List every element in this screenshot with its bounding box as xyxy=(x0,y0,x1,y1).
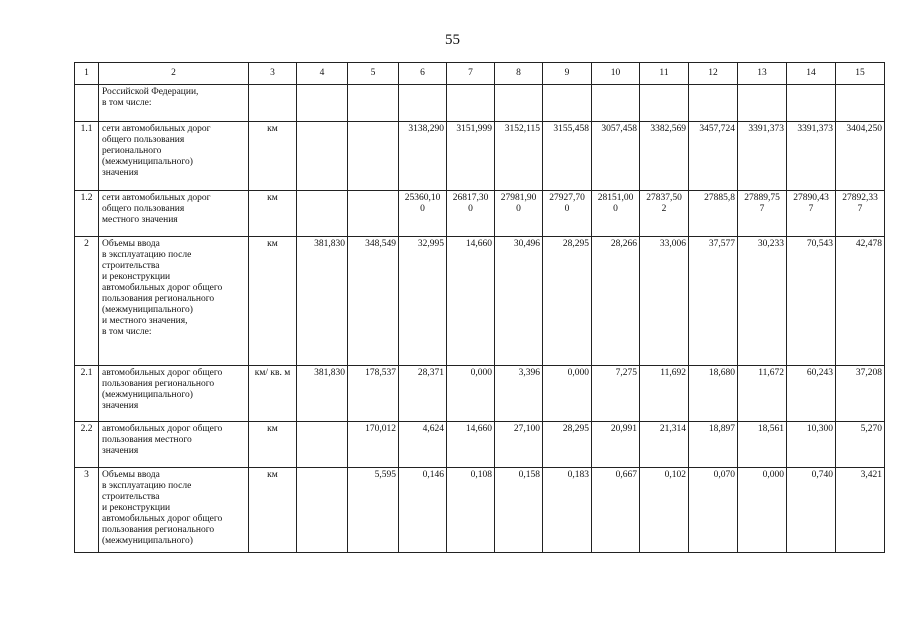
table-row xyxy=(75,422,885,468)
value-cell xyxy=(689,85,738,122)
value-cell: 0,000 xyxy=(738,468,787,553)
row-number-cell xyxy=(75,85,99,122)
header-cell: 11 xyxy=(640,63,689,85)
value-cell: 3,396 xyxy=(495,366,543,422)
table-row xyxy=(75,191,885,237)
value-cell: 70,543 xyxy=(787,237,836,366)
unit-cell: км xyxy=(249,422,297,468)
value-cell xyxy=(348,191,399,237)
indicator-name-cell: Объемы ввода в эксплуатацию после строительства и реконструкции автомобильных дорог общего пользования регионального (межмуниципального) xyxy=(99,468,249,553)
indicator-name-cell: сети автомобильных дорог общего пользования регионального (межмуниципального) значения xyxy=(99,122,249,191)
indicator-name-cell: сети автомобильных дорог общего пользования местного значения xyxy=(99,191,249,237)
value-cell: 0,146 xyxy=(399,468,447,553)
unit-cell: км/ кв. м xyxy=(249,366,297,422)
value-cell: 18,680 xyxy=(689,366,738,422)
row-number-cell: 2.1 xyxy=(75,366,99,422)
value-cell: 0,158 xyxy=(495,468,543,553)
value-cell: 3151,999 xyxy=(447,122,495,191)
value-cell xyxy=(495,85,543,122)
value-cell: 3057,458 xyxy=(592,122,640,191)
row-number-cell: 1.2 xyxy=(75,191,99,237)
unit-cell xyxy=(249,85,297,122)
value-cell: 3391,373 xyxy=(738,122,787,191)
value-cell: 170,012 xyxy=(348,422,399,468)
value-cell: 0,102 xyxy=(640,468,689,553)
value-cell xyxy=(592,85,640,122)
unit-cell: км xyxy=(249,122,297,191)
unit-cell: км xyxy=(249,468,297,553)
value-cell: 0,070 xyxy=(689,468,738,553)
value-cell: 3404,250 xyxy=(836,122,885,191)
value-cell xyxy=(399,85,447,122)
table-row xyxy=(75,366,885,422)
value-cell xyxy=(297,191,348,237)
table-row xyxy=(75,122,885,191)
value-cell: 3138,290 xyxy=(399,122,447,191)
value-cell: 3457,724 xyxy=(689,122,738,191)
value-cell: 33,006 xyxy=(640,237,689,366)
value-cell: 27889,75 7 xyxy=(738,191,787,237)
header-cell: 6 xyxy=(399,63,447,85)
value-cell: 32,995 xyxy=(399,237,447,366)
value-cell: 25360,10 0 xyxy=(399,191,447,237)
row-number-cell: 2 xyxy=(75,237,99,366)
header-row xyxy=(75,63,885,85)
indicators-table xyxy=(74,62,885,553)
row-number-cell: 2.2 xyxy=(75,422,99,468)
value-cell: 3391,373 xyxy=(787,122,836,191)
row-number-cell: 3 xyxy=(75,468,99,553)
value-cell: 20,991 xyxy=(592,422,640,468)
value-cell xyxy=(640,85,689,122)
value-cell: 28,295 xyxy=(543,422,592,468)
value-cell: 178,537 xyxy=(348,366,399,422)
header-cell: 12 xyxy=(689,63,738,85)
value-cell: 28151,00 0 xyxy=(592,191,640,237)
value-cell: 381,830 xyxy=(297,237,348,366)
value-cell: 27885,8 xyxy=(689,191,738,237)
value-cell: 3152,115 xyxy=(495,122,543,191)
value-cell xyxy=(738,85,787,122)
value-cell: 11,692 xyxy=(640,366,689,422)
value-cell: 0,183 xyxy=(543,468,592,553)
value-cell xyxy=(297,468,348,553)
value-cell: 28,371 xyxy=(399,366,447,422)
page-number: 55 xyxy=(445,32,460,48)
value-cell: 27890,43 7 xyxy=(787,191,836,237)
value-cell: 5,270 xyxy=(836,422,885,468)
value-cell: 7,275 xyxy=(592,366,640,422)
value-cell xyxy=(297,422,348,468)
header-cell: 7 xyxy=(447,63,495,85)
value-cell: 18,897 xyxy=(689,422,738,468)
header-cell: 15 xyxy=(836,63,885,85)
value-cell: 28,266 xyxy=(592,237,640,366)
value-cell: 27,100 xyxy=(495,422,543,468)
value-cell: 37,208 xyxy=(836,366,885,422)
value-cell: 42,478 xyxy=(836,237,885,366)
value-cell: 37,577 xyxy=(689,237,738,366)
value-cell xyxy=(348,122,399,191)
table-row xyxy=(75,468,885,553)
header-cell: 1 xyxy=(75,63,99,85)
unit-cell: км xyxy=(249,191,297,237)
value-cell: 3155,458 xyxy=(543,122,592,191)
value-cell: 27927,70 0 xyxy=(543,191,592,237)
value-cell: 14,660 xyxy=(447,422,495,468)
value-cell: 0,108 xyxy=(447,468,495,553)
value-cell: 0,000 xyxy=(543,366,592,422)
unit-cell: км xyxy=(249,237,297,366)
value-cell: 0,667 xyxy=(592,468,640,553)
value-cell: 60,243 xyxy=(787,366,836,422)
value-cell: 27837,50 2 xyxy=(640,191,689,237)
value-cell: 3,421 xyxy=(836,468,885,553)
value-cell: 381,830 xyxy=(297,366,348,422)
header-cell: 8 xyxy=(495,63,543,85)
value-cell: 4,624 xyxy=(399,422,447,468)
value-cell: 28,295 xyxy=(543,237,592,366)
value-cell: 18,561 xyxy=(738,422,787,468)
value-cell: 11,672 xyxy=(738,366,787,422)
row-number-cell: 1.1 xyxy=(75,122,99,191)
table-row xyxy=(75,85,885,122)
value-cell: 30,496 xyxy=(495,237,543,366)
value-cell: 348,549 xyxy=(348,237,399,366)
value-cell: 30,233 xyxy=(738,237,787,366)
header-cell: 14 xyxy=(787,63,836,85)
value-cell xyxy=(447,85,495,122)
value-cell: 0,000 xyxy=(447,366,495,422)
header-cell: 9 xyxy=(543,63,592,85)
value-cell xyxy=(297,85,348,122)
value-cell: 0,740 xyxy=(787,468,836,553)
table-row xyxy=(75,237,885,366)
indicator-name-cell: Российской Федерации, в том числе: xyxy=(99,85,249,122)
value-cell: 27981,90 0 xyxy=(495,191,543,237)
indicator-name-cell: автомобильных дорог общего пользования местного значения xyxy=(99,422,249,468)
value-cell xyxy=(787,85,836,122)
header-cell: 3 xyxy=(249,63,297,85)
indicator-name-cell: автомобильных дорог общего пользования регионального (межмуниципального) значения xyxy=(99,366,249,422)
header-cell: 2 xyxy=(99,63,249,85)
value-cell: 27892,33 7 xyxy=(836,191,885,237)
value-cell: 26817,30 0 xyxy=(447,191,495,237)
value-cell: 10,300 xyxy=(787,422,836,468)
header-cell: 13 xyxy=(738,63,787,85)
header-cell: 5 xyxy=(348,63,399,85)
value-cell xyxy=(348,85,399,122)
value-cell xyxy=(297,122,348,191)
header-cell: 4 xyxy=(297,63,348,85)
indicator-name-cell: Объемы ввода в эксплуатацию после строительства и реконструкции автомобильных дорог общего пользования регионального (межмуниципального) и местного значения, в том числе: xyxy=(99,237,249,366)
value-cell: 5,595 xyxy=(348,468,399,553)
value-cell xyxy=(836,85,885,122)
value-cell: 3382,569 xyxy=(640,122,689,191)
value-cell: 14,660 xyxy=(447,237,495,366)
value-cell: 21,314 xyxy=(640,422,689,468)
header-cell: 10 xyxy=(592,63,640,85)
value-cell xyxy=(543,85,592,122)
